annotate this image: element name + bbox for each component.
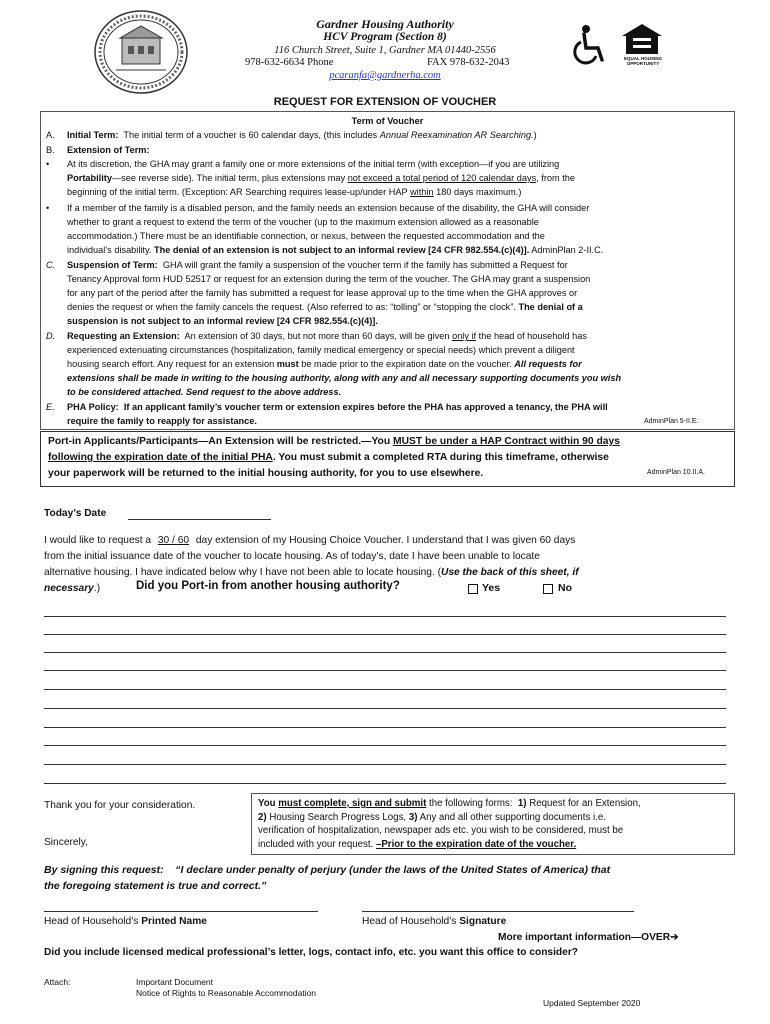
yes-checkbox[interactable]	[468, 584, 478, 594]
equal-housing-text: EQUAL HOUSING OPPORTUNITY	[624, 56, 662, 66]
d-line3d: All requests for	[514, 359, 582, 369]
thanks-text: Thank you for your consideration.	[44, 800, 196, 811]
note-line3: verification of hospitalization, newspaper ads etc. you wish to be considered, must be	[258, 825, 624, 836]
label-initial-term: Initial Term:	[67, 130, 119, 140]
portin-question: Did you Port-in from another housing authority?	[136, 580, 400, 592]
portin-line2b: . You must submit a completed RTA during this timeframe, otherwise	[272, 452, 609, 463]
signing-l2: the foregoing statement is true and correct.”	[44, 880, 267, 892]
signing-l1a: By signing this request:	[44, 864, 164, 876]
d-line1c: the head of household has	[478, 331, 587, 341]
email-link[interactable]: pcaranfa@gardnerha.com	[329, 70, 441, 81]
note-3: 3)	[408, 811, 418, 823]
b1-line2d: , from the	[536, 173, 575, 183]
portin-line3: your paperwork will be returned to the initial housing authority, for you to use elsewhere.	[48, 468, 484, 479]
printed-name-b: Printed Name	[141, 916, 207, 927]
signing-l1b: “I declare under penalty of perjury (under the laws of the United States of America) that	[175, 864, 611, 876]
p1a: I would like to request a	[44, 535, 152, 546]
p4a: necessary	[44, 583, 94, 594]
c-line4a: denies the request or when the family cancels the request. (Also referred to as: “tolling” or “stopping the clock”.	[67, 302, 516, 312]
include-question: Did you include licensed medical professional’s letter, logs, contact info, etc. you want this office to consider?	[44, 947, 579, 958]
org-name: Gardner Housing Authority	[316, 17, 454, 31]
c-line1: GHA will grant the family a suspension of the voucher term if the family has submitted a Request for	[162, 260, 568, 270]
b2-line2: whether to grant a request to extend the term of the voucher (up to the maximum extension allowed as a reasonable	[67, 217, 539, 227]
printed-name-line[interactable]	[44, 911, 318, 912]
attach-label: Attach:	[44, 977, 71, 987]
reason-line-9[interactable]	[44, 764, 726, 765]
label-pha-policy: PHA Policy:	[67, 402, 119, 412]
b1-line3c: 180 days maximum.)	[436, 187, 522, 197]
e-ref: AdminPlan 5-II.E.	[644, 418, 699, 425]
reason-line-8[interactable]	[44, 745, 726, 746]
reason-line-3[interactable]	[44, 652, 726, 653]
forms-note-box	[251, 793, 735, 855]
b2-line4b: The denial of an extension is not subject to an informal review [24 CFR 982.554.(c)(4)].	[154, 245, 530, 255]
c-line5: suspension is not subject to an informal review [24 CFR 982.554.(c)(4)].	[67, 316, 378, 326]
days-choice[interactable]: 30 / 60	[157, 535, 190, 546]
text-a-end: )	[533, 130, 537, 140]
b1-line2c: not exceed a total period of 120 calendar days	[347, 173, 537, 183]
signature-line[interactable]	[362, 911, 634, 912]
phone: 978-632-6634 Phone	[245, 57, 334, 68]
label-extension: Extension of Term:	[67, 145, 150, 155]
portin-notice-box	[40, 431, 735, 487]
p4b: .)	[93, 583, 101, 594]
d-line3c: be made prior to the expiration date on the voucher.	[301, 359, 512, 369]
note-1-text: Request for an Extension,	[529, 798, 641, 809]
updated-date: Updated September 2020	[543, 998, 641, 1008]
c-line4b: The denial of a	[518, 302, 583, 312]
note-you: You	[258, 798, 276, 809]
p1c: day extension of my Housing Choice Voucher. I understand that I was given 60 days	[195, 535, 576, 546]
more-info-text: More important information—OVER	[498, 932, 671, 943]
attach-1: Important Document	[136, 977, 214, 987]
note-2-text: Housing Search Progress Logs,	[269, 811, 407, 823]
page-title: REQUEST FOR EXTENSION OF VOUCHER	[273, 96, 497, 108]
program-name: HCV Program (Section 8)	[323, 31, 447, 43]
reason-line-4[interactable]	[44, 670, 726, 671]
note-3-text: Any and all other supporting documents i.e.	[419, 811, 606, 823]
b2-line3: accommodation.) There must be an identifiable connection, or nexus, between the requested accommodation and the	[67, 231, 545, 241]
reason-line-6[interactable]	[44, 708, 726, 709]
p3b: Use the back of this sheet, if	[441, 567, 579, 578]
portin-line1b: MUST be under a HAP Contract within 90 days	[393, 436, 620, 447]
note-2: 2)	[258, 811, 267, 823]
text-a-italic: Annual Reexamination AR Searching.	[379, 130, 534, 140]
todays-date-label: Today’s Date	[44, 508, 107, 519]
note-line4b: –Prior to the expiration date of the voucher.	[375, 838, 577, 850]
reason-line-1[interactable]	[44, 616, 726, 617]
b2-ref: AdminPlan 2-II.C.	[531, 245, 604, 255]
fax: FAX 978-632-2043	[427, 57, 510, 68]
equal-housing-icon	[620, 22, 664, 56]
d-line1b: only if	[452, 331, 477, 341]
p3a: alternative housing. I have indicated below why I have not been able to locate housing. (	[44, 567, 442, 578]
p2: from the initial issuance date of the voucher to locate housing. As of today’s, date I have been unable to locate	[44, 551, 540, 562]
b2-line1: If a member of the family is a disabled person, and the family needs an extension because of the disability, the GHA will consider	[67, 203, 590, 213]
d-line4: extensions shall be made in writing to the housing authority, along with any and all necessary supporting documents you wish	[67, 373, 622, 383]
c-line2: Tenancy Approval form HUD 52517 or request for an extension during the term of the voucher. The GHA may grant a suspension	[67, 274, 591, 284]
bullet-1: •	[46, 159, 50, 169]
reason-line-7[interactable]	[44, 727, 726, 728]
term-of-voucher-box	[40, 111, 735, 430]
arrow-right-icon: ➔	[670, 932, 679, 943]
mark-e: E.	[46, 402, 55, 412]
portin-line1a: Port-in Applicants/Participants—An Extension will be restricted.—You	[48, 436, 391, 447]
note-1: 1)	[517, 798, 527, 809]
b2-line4a: individual’s disability.	[67, 245, 152, 255]
authority-seal-logo	[86, 8, 196, 96]
b1-line3a: beginning of the initial term. (Exception: AR Searching requires lease-up/under HAP	[67, 187, 408, 197]
attach-list	[136, 977, 316, 999]
e-line1: If an applicant family’s voucher term or extension expires before the PHA has approved a tenancy, the PHA will	[123, 402, 608, 412]
perjury-statement	[44, 862, 610, 894]
d-line3b: must	[276, 359, 299, 369]
c-line3: for any part of the period after the family has submitted a request for lease approval up to the time when the GHA approves or	[67, 288, 578, 298]
no-label: No	[558, 582, 572, 594]
address: 116 Church Street, Suite 1, Gardner MA 01440-2556	[274, 45, 496, 56]
reason-line-5[interactable]	[44, 689, 726, 690]
todays-date-field[interactable]	[128, 519, 271, 520]
printed-name-label	[44, 914, 207, 930]
e-line2: require the family to reapply for assistance.	[67, 416, 257, 426]
d-line2: experienced extenuating circumstances (hospitalization, family medical emergency or special needs) which prevent a diligent	[67, 345, 575, 355]
bullet-2: •	[46, 203, 50, 213]
printed-name-a: Head of Household’s	[44, 916, 139, 927]
more-info	[498, 930, 679, 946]
note-line4a: included with your request.	[258, 838, 374, 850]
no-checkbox[interactable]	[543, 584, 553, 594]
label-requesting: Requesting an Extension:	[67, 331, 180, 341]
mark-b: B.	[46, 145, 55, 155]
mark-c: C.	[46, 260, 56, 270]
signature-a: Head of Household’s	[362, 916, 457, 927]
signature-b: Signature	[459, 916, 507, 927]
b1-line1: At its discretion, the GHA may grant a family one or more extensions of the initial term (with exception—if you are utilizing	[67, 159, 560, 169]
text-a: The initial term of a voucher is 60 calendar days, (this includes	[123, 130, 378, 140]
mark-a: A.	[46, 130, 55, 140]
portin-ref: AdminPlan 10.II.A.	[647, 469, 705, 476]
b1-line3b: within	[410, 187, 434, 197]
note-must: must complete, sign and submit	[278, 798, 427, 809]
note-forms: the following forms:	[429, 798, 513, 809]
reason-line-2[interactable]	[44, 634, 726, 635]
b1-portability: Portability	[67, 173, 112, 183]
term-heading: Term of Voucher	[351, 116, 424, 126]
label-suspension: Suspension of Term:	[67, 260, 158, 270]
mark-d: D.	[46, 331, 56, 341]
yes-label: Yes	[482, 582, 501, 594]
d-line3a: housing search effort. Any request for an extension	[67, 359, 275, 369]
accessibility-icon	[568, 22, 612, 66]
d-line5: to be considered attached. Send request to the above address.	[67, 387, 342, 397]
signature-label	[362, 914, 506, 930]
b1-line2b: —see reverse side). The initial term, plus extensions may	[111, 173, 346, 183]
sincerely-text: Sincerely,	[44, 837, 88, 848]
portin-line2a: following the expiration date of the initial PHA	[48, 452, 273, 463]
d-line1a: An extension of 30 days, but not more than 60 days, will be given	[184, 331, 450, 341]
reason-line-10[interactable]	[44, 783, 726, 784]
attach-2: Notice of Rights to Reasonable Accommodation	[136, 988, 317, 998]
